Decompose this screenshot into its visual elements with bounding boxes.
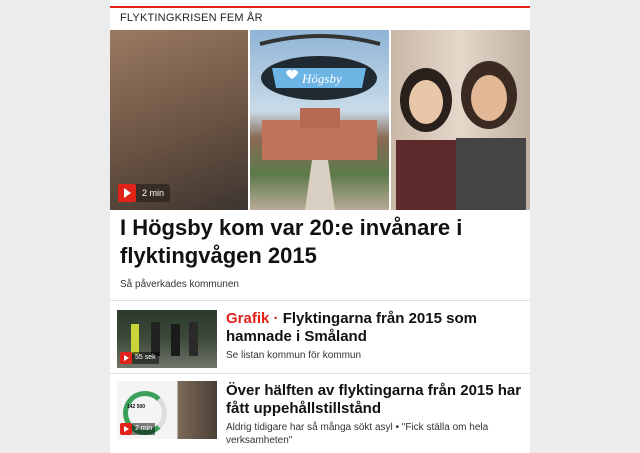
hero-headline[interactable]: I Högsby kom var 20:e invånare i flyktingvågen 2015 (120, 215, 463, 268)
article-thumbnail[interactable] (117, 381, 217, 439)
woman-portrait-photo[interactable] (110, 30, 248, 210)
video-badge[interactable] (120, 352, 159, 364)
two-women-illustration (391, 30, 530, 210)
hogsby-sign-illustration (250, 30, 389, 210)
divider (110, 300, 530, 301)
video-badge[interactable] (118, 184, 170, 202)
video-badge[interactable] (120, 423, 155, 435)
divider (110, 373, 530, 374)
article-thumbnail[interactable] (117, 310, 217, 368)
news-card (110, 0, 530, 453)
play-icon[interactable] (120, 423, 132, 435)
article-subtitle: Se listan kommun för kommun (226, 350, 362, 361)
hero-image-strip[interactable] (110, 30, 530, 210)
article-accent-label: Grafik (226, 310, 270, 327)
hogsby-sign-text: Högsby (302, 71, 342, 86)
article-title[interactable]: Över hälften av flyktingarna från 2015 har fått uppehållstillstånd (226, 382, 522, 417)
section-top-rule (110, 6, 530, 8)
play-icon[interactable] (120, 352, 132, 364)
article-title-text: Flyktingarna från 2015 som hamnade i Småland (226, 310, 477, 345)
article-subtitle: Aldrig tidigare har så många sökt asyl • "Fick ställa om hela verksamheten" (226, 422, 489, 446)
section-kicker[interactable]: FLYKTINGKRISEN FEM ÅR (120, 12, 263, 24)
two-women-photo[interactable] (391, 30, 530, 210)
article-title[interactable] (226, 310, 526, 346)
video-duration: 2 min (142, 188, 165, 198)
accent-separator: · (273, 310, 279, 327)
gauge-number: 142 500 (127, 404, 146, 410)
video-duration: 2 min (132, 423, 155, 435)
hogsby-sign-photo[interactable] (250, 30, 389, 210)
play-icon[interactable] (118, 184, 136, 202)
video-duration: 55 sek (132, 352, 159, 364)
hero-subtitle: Så påverkades kommunen (120, 279, 239, 290)
